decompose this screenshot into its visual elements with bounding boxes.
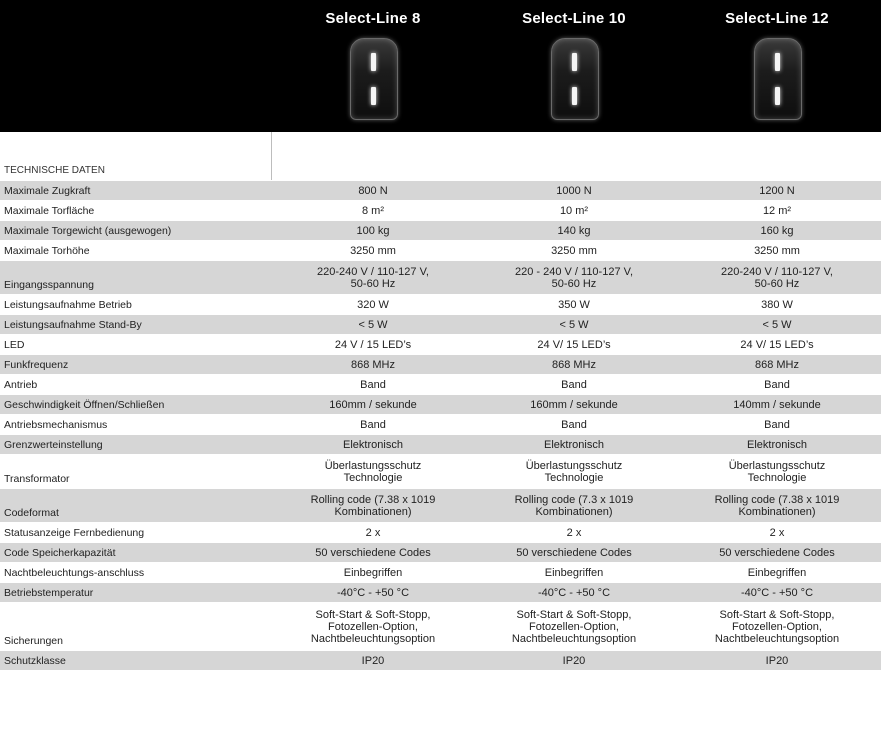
led-strip-top [775, 53, 780, 71]
spec-row [0, 602, 881, 650]
spec-value: < 5 W [358, 318, 388, 331]
spec-value: -40°C - +50 °C [740, 586, 814, 599]
spec-value: Überlastungsschutz Technologie [324, 459, 422, 484]
spec-value: 3250 mm [754, 244, 800, 257]
section-title: TECHNISCHE DATEN [4, 165, 105, 176]
spec-value: 50 verschiedene Codes [315, 546, 431, 559]
device-image [551, 38, 599, 120]
spec-row [0, 434, 881, 454]
spec-value: IP20 [765, 654, 789, 667]
spec-row [0, 374, 881, 394]
spec-value: Einbegriffen [747, 566, 807, 579]
spec-label: Leistungsaufnahme Stand-By [4, 319, 142, 331]
spec-row [0, 582, 881, 602]
spec-value: -40°C - +50 °C [537, 586, 611, 599]
spec-row [0, 394, 881, 414]
spec-value: Elektronisch [343, 438, 403, 451]
spec-value: 868 MHz [754, 358, 800, 371]
spec-value: Rolling code (7.38 x 1019 Kombinationen) [310, 493, 436, 518]
spec-value: 220 - 240 V / 110-127 V, 50-60 Hz [514, 265, 634, 290]
spec-row [0, 180, 881, 200]
spec-table [0, 180, 881, 670]
spec-label: Antriebsmechanismus [4, 419, 108, 431]
spec-label: Schutzklasse [4, 655, 66, 667]
spec-value: -40°C - +50 °C [336, 586, 410, 599]
spec-value: 2 x [365, 526, 381, 539]
spec-label: Code Speicherkapazität [4, 547, 116, 559]
spec-label: Transformator [4, 473, 70, 485]
spec-value: 50 verschiedene Codes [719, 546, 835, 559]
spec-value: Soft-Start & Soft-Stopp, Fotozellen-Option, Nachtbeleuchtungsoption [714, 608, 840, 645]
spec-value: Überlastungsschutz Technologie [728, 459, 826, 484]
spec-value: 350 W [558, 298, 590, 311]
led-strip-top [371, 53, 376, 71]
spec-row [0, 354, 881, 374]
spec-row [0, 650, 881, 670]
spec-row [0, 334, 881, 354]
spec-label: Maximale Torhöhe [4, 245, 90, 257]
spec-value: Band [561, 378, 587, 391]
spec-value: 1000 N [556, 184, 592, 197]
spec-value: 2 x [769, 526, 785, 539]
product-column-3 [677, 0, 877, 132]
spec-row [0, 454, 881, 488]
spec-value: Einbegriffen [544, 566, 604, 579]
spec-label: Maximale Zugkraft [4, 185, 91, 197]
spec-label: Geschwindigkeit Öffnen/Schließen [4, 399, 165, 411]
spec-value: 160mm / sekunde [530, 398, 618, 411]
spec-label: Leistungsaufnahme Betrieb [4, 299, 132, 311]
spec-value: Band [764, 418, 790, 431]
spec-value: 24 V/ 15 LED’s [740, 338, 814, 351]
spec-value: 24 V/ 15 LED’s [537, 338, 611, 351]
product-header [0, 0, 881, 132]
spec-label: Antrieb [4, 379, 38, 391]
spec-value: Soft-Start & Soft-Stopp, Fotozellen-Option, Nachtbeleuchtungsoption [511, 608, 637, 645]
column-divider [271, 132, 272, 180]
spec-value: IP20 [361, 654, 385, 667]
spec-value: 868 MHz [551, 358, 597, 371]
spec-label: Nachtbeleuchtungs-anschluss [4, 567, 145, 579]
spec-value: Rolling code (7.3 x 1019 Kombinationen) [514, 493, 634, 518]
spec-value: 12 m² [762, 204, 792, 217]
spec-label: LED [4, 339, 25, 351]
spec-label: Grenzwerteinstellung [4, 439, 103, 451]
spec-label: Eingangsspannung [4, 279, 94, 291]
spec-value: 800 N [358, 184, 388, 197]
spec-value: 8 m² [362, 204, 384, 217]
spec-value: Soft-Start & Soft-Stopp, Fotozellen-Option, Nachtbeleuchtungsoption [310, 608, 436, 645]
spec-value: Band [360, 418, 386, 431]
spec-value: Elektronisch [747, 438, 807, 451]
product-title: Select-Line 12 [725, 10, 829, 27]
spec-value: Einbegriffen [343, 566, 403, 579]
spec-row [0, 240, 881, 260]
led-strip-bottom [775, 87, 780, 105]
spec-value: 50 verschiedene Codes [516, 546, 632, 559]
spec-value: < 5 W [762, 318, 792, 331]
spec-row [0, 220, 881, 240]
product-title: Select-Line 10 [522, 10, 626, 27]
spec-value: 380 W [761, 298, 793, 311]
spec-row [0, 314, 881, 334]
spec-label: Maximale Torfläche [4, 205, 95, 217]
product-column-1 [273, 0, 473, 132]
spec-value: Band [764, 378, 790, 391]
device-image [350, 38, 398, 120]
spec-value: 160mm / sekunde [329, 398, 417, 411]
spec-label: Funkfrequenz [4, 359, 69, 371]
spec-label: Maximale Torgewicht (ausgewogen) [4, 225, 172, 237]
spec-value: Band [561, 418, 587, 431]
spec-row [0, 200, 881, 220]
spec-label: Betriebstemperatur [4, 587, 94, 599]
spec-row [0, 294, 881, 314]
spec-value: < 5 W [559, 318, 589, 331]
product-column-2 [474, 0, 674, 132]
spec-row [0, 488, 881, 522]
led-strip-bottom [572, 87, 577, 105]
spec-value: Band [360, 378, 386, 391]
spec-value: 100 kg [356, 224, 390, 237]
device-image [754, 38, 802, 120]
spec-value: 160 kg [760, 224, 794, 237]
spec-label: Codeformat [4, 507, 59, 519]
led-strip-top [572, 53, 577, 71]
spec-value: Rolling code (7.38 x 1019 Kombinationen) [714, 493, 840, 518]
product-title: Select-Line 8 [325, 10, 421, 27]
spec-row [0, 260, 881, 294]
spec-value: Elektronisch [544, 438, 604, 451]
spec-value: 2 x [566, 526, 582, 539]
led-strip-bottom [371, 87, 376, 105]
spec-label: Statusanzeige Fernbedienung [4, 527, 145, 539]
spec-label: Sicherungen [4, 635, 63, 647]
spec-value: 320 W [357, 298, 389, 311]
spec-value: 140 kg [557, 224, 591, 237]
spec-value: IP20 [562, 654, 586, 667]
spec-value: 3250 mm [551, 244, 597, 257]
spec-value: 1200 N [759, 184, 795, 197]
spec-value: 140mm / sekunde [733, 398, 821, 411]
spec-row [0, 414, 881, 434]
spec-value: 220-240 V / 110-127 V, 50-60 Hz [721, 265, 833, 290]
spec-row [0, 542, 881, 562]
spec-value: 24 V / 15 LED’s [334, 338, 412, 351]
spec-value: 3250 mm [350, 244, 396, 257]
spec-value: Überlastungsschutz Technologie [525, 459, 623, 484]
spec-value: 10 m² [559, 204, 589, 217]
spec-value: 220-240 V / 110-127 V, 50-60 Hz [317, 265, 429, 290]
spec-row [0, 562, 881, 582]
spec-row [0, 522, 881, 542]
spec-value: 868 MHz [350, 358, 396, 371]
